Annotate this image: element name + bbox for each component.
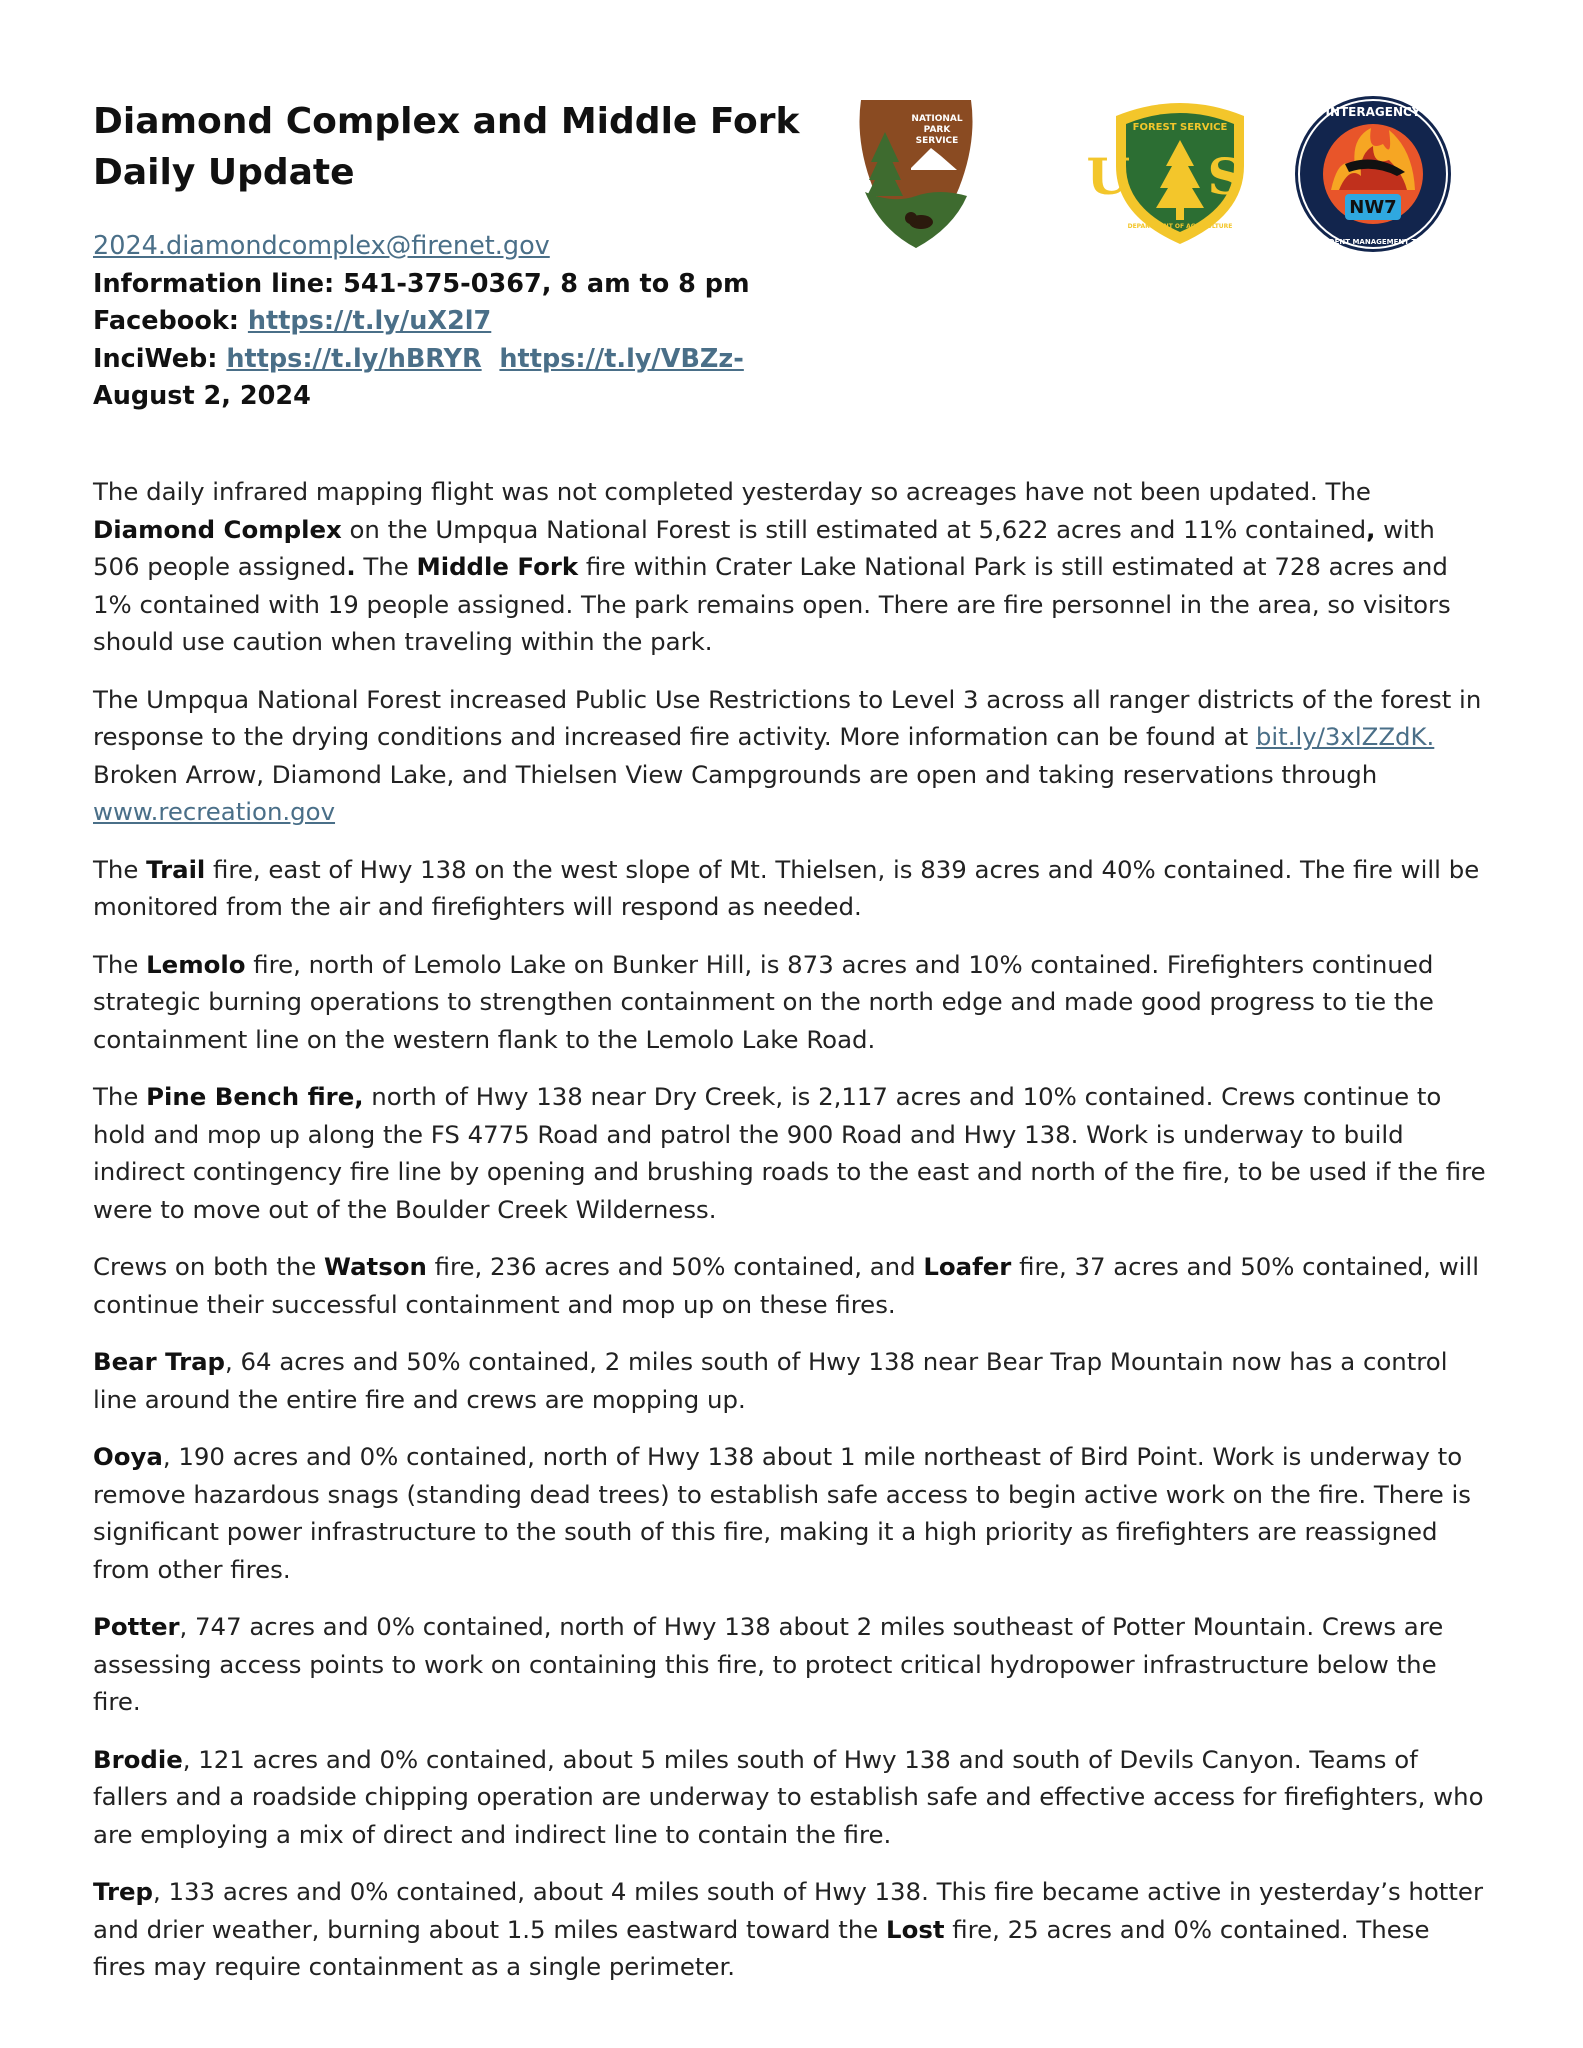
imt-top-text: INTERAGENCY (1325, 105, 1421, 119)
title-line-1: Diamond Complex and Middle Fork (93, 101, 800, 142)
info-line: Information line: 541-375-0367, 8 am to 8 pm (93, 268, 750, 299)
text: north of Hwy 138 near Dry Creek, is 2,117 acres and 10% contained. Crews continue to hold and mop up along the FS 4775 Road and patrol the 900 Road and Hwy 138. Work is underway to build indirect contingency fire line by opening and brushing roads to the east and north of the fire, to be used if the fire were to move out of the Boulder Creek Wilderness. (93, 1082, 1486, 1224)
usfs-top-text: FOREST SERVICE (1132, 122, 1228, 133)
fire-name: Brodie (93, 1744, 183, 1774)
text: , 121 acres and 0% contained, about 5 miles south of Hwy 138 and south of Devils Canyon. Teams of fallers and a roadside chipping operation are underway to establish safe and effective access for firefighters, who are employing a mix of direct and indirect line to contain the fire. (93, 1744, 1484, 1849)
fire-name: Diamond Complex (93, 514, 342, 544)
paragraph-watson-loafer (93, 1248, 1488, 1323)
text: fire, 25 acres and 0% contained. These fires may require containment as a single perimeter. (93, 1914, 1430, 1981)
fire-name: Trail (146, 854, 206, 884)
text: , 133 acres and 0% contained, about 4 miles south of Hwy 138. This fire became active in yesterday’s hotter and drier weather, burning about 1.5 miles eastward toward the (93, 1877, 1483, 1944)
recreation-gov-link[interactable]: www.recreation.gov (93, 797, 336, 826)
text: fire, 37 acres and 50% contained, will continue their successful containment and mop up on these fires. (93, 1252, 1479, 1319)
fire-name: Potter (93, 1612, 180, 1641)
usfs-bottom-text: DEPARTMENT OF AGRICULTURE (1127, 223, 1233, 230)
fire-name: Bear Trap (93, 1347, 226, 1376)
text: The Umpqua National Forest increased Public Use Restrictions to Level 3 across all ranger districts of the forest in response to the drying conditions and increased fire activity. More information can be found at (93, 684, 1482, 751)
text: The (355, 552, 417, 581)
text: Crews on both the (93, 1252, 325, 1281)
text: The (93, 854, 147, 884)
inciweb-line (93, 341, 813, 379)
email-link[interactable]: 2024.diamondcomplex@firenet.gov (93, 231, 550, 261)
paragraph-bear-trap (93, 1343, 1488, 1418)
imt-logo-icon (1293, 94, 1453, 254)
nps-logo-icon (853, 92, 979, 252)
paragraph-diamond-complex (93, 473, 1488, 661)
fire-name: Middle Fork (416, 552, 579, 581)
fire-name: Lemolo (146, 949, 246, 979)
fire-name: Watson (324, 1252, 427, 1281)
facebook-label: Facebook: (93, 306, 239, 336)
paragraph-trep-lost (93, 1873, 1488, 1986)
fire-name: Lost (886, 1914, 945, 1944)
restrictions-link[interactable]: bit.ly/3xlZZdK. (1255, 722, 1435, 751)
paragraph-lemolo (93, 946, 1488, 1059)
text: fire within Crater Lake National Park is still estimated at 728 acres and 1% contained with 19 people assigned. The park remains open. There are fire personnel in the area, so visitors should use caution when traveling within the park. (93, 552, 1451, 656)
text: The daily infrared mapping flight was not completed yesterday so acreages have not been updated. The (93, 477, 1371, 506)
text: The (93, 1082, 147, 1111)
fire-name: Loafer (923, 1252, 1012, 1281)
text: fire, north of Lemolo Lake on Bunker Hill, is 873 acres and 10% contained. Firefighters continued strategic burning operations to strengthen containment on the north edge and made good progress to tie the containment line on the western flank to the Lemolo Lake Road. (93, 949, 1434, 1054)
paragraph-potter (93, 1608, 1488, 1721)
paragraph-trail (93, 851, 1488, 926)
page-title (93, 96, 799, 198)
nps-text-3: SERVICE (915, 136, 959, 146)
nps-text-1: NATIONAL (911, 114, 963, 124)
fire-name: Pine Bench (146, 1082, 300, 1111)
inciweb-link-2[interactable]: https://t.ly/VBZz- (499, 343, 744, 374)
text: Broken Arrow, Diamond Lake, and Thielsen View Campgrounds are open and taking reservations through (93, 759, 1378, 789)
contact-block (93, 228, 813, 416)
text: . (346, 552, 356, 581)
imt-badge-text: NW7 (1349, 197, 1397, 218)
paragraph-pine-bench (93, 1078, 1488, 1228)
paragraph-ooya (93, 1438, 1488, 1588)
inciweb-link-1[interactable]: https://t.ly/hBRYR (226, 343, 482, 374)
text: fire, east of Hwy 138 on the west slope of Mt. Thielsen, is 839 acres and 40% contained. The fire will be monitored from the air and firefighters will respond as needed. (93, 854, 1480, 921)
fire-name: Ooya (93, 1442, 163, 1471)
inciweb-label: InciWeb: (93, 343, 218, 374)
imt-bottom-text: INCIDENT MANAGEMENT TEAM (1312, 238, 1434, 246)
usfs-letters: U S (1086, 147, 1274, 206)
usfs-logo-icon (1086, 96, 1274, 248)
fire-name: Trep (93, 1877, 153, 1906)
text: , 747 acres and 0% contained, north of Hwy 138 about 2 miles southeast of Potter Mountain. Crews are assessing access points to work on containing this fire, to protect critical hydropower infrastructure below the fire. (93, 1612, 1444, 1716)
nps-text-2: PARK (923, 125, 951, 135)
title-line-2: Daily Update (93, 152, 355, 193)
text: on the Umpqua National Forest is still estimated at 5,622 acres and 11% contained (341, 514, 1367, 544)
text: The (93, 949, 147, 979)
update-body (93, 473, 1488, 2006)
paragraph-restrictions (93, 681, 1488, 831)
text: , (1366, 514, 1376, 544)
text: with 506 people assigned (93, 514, 1435, 581)
date-line: August 2, 2024 (93, 381, 311, 411)
facebook-line (93, 303, 813, 341)
text: , 64 acres and 50% contained, 2 miles south of Hwy 138 near Bear Trap Mountain now has a control line around the entire fire and crews are mopping up. (93, 1347, 1448, 1414)
text: , 190 acres and 0% contained, north of Hwy 138 about 1 mile northeast of Bird Point. Work is underway to remove hazardous snags (standing dead trees) to establish safe access to begin active work on the fire. There is significant power infrastructure to the south of this fire, making it a high priority as firefighters are reassigned from other fires. (93, 1442, 1471, 1584)
text: fire, 236 acres and 50% contained, and (426, 1252, 924, 1281)
paragraph-brodie (93, 1741, 1488, 1854)
text: fire, (299, 1082, 364, 1111)
facebook-link[interactable]: https://t.ly/uX2l7 (247, 306, 492, 336)
